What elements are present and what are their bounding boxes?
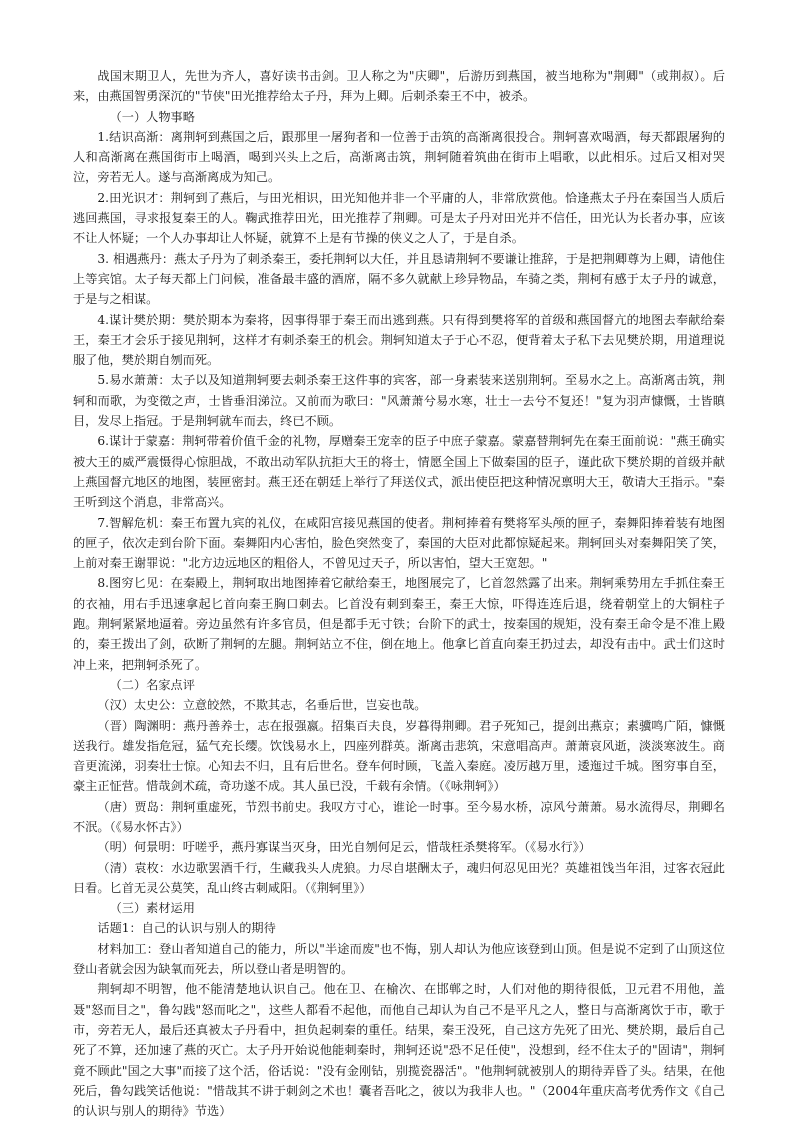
- document-body: [73, 66, 725, 1121]
- material-paragraph: 材料加工：登山者知道自己的能力，所以"半途而废"也不悔，别人却认为他应该登到山顶。但是说不定到了山顶这位登山者就会因为缺氧而死去，所以登山者是明智的。: [73, 941, 725, 977]
- comment-tang: （唐）贾岛：荆轲重虚死，节烈书前史。我叹方寸心，谁论一时事。至今易水桥，凉风兮萧萧。易水流得尽，荆卿名不泯。（《易水怀古》）: [73, 799, 725, 834]
- comment-han: （汉）太史公：立意皎然，不欺其志，名垂后世，岂妄也哉。: [97, 698, 427, 713]
- topic-title: 话题1：自己的认识与别人的期待: [97, 921, 276, 936]
- event-paragraph-2: 2.田光识才：荆轲到了燕后，与田光相识，田光知他并非一个平庸的人，非常欣赏他。恰逢燕太子丹在秦国当人质后逃回燕国，寻求报复秦王的人。鞠武推荐田光，田光推荐了荆卿。可是太子丹对田光并不信任，田光认为长者办事，应该不让人怀疑；一个人办事却让人怀疑，就算不上是有节操的侠义之人了，于是自杀。: [73, 190, 725, 246]
- event-paragraph-1: 1.结识高渐：离荆轲到燕国之后，跟那里一屠狗者和一位善于击筑的高渐离很投合。荆轲喜欢喝酒，每天都跟屠狗的人和高渐离在燕国街市上喝酒，喝到兴头上之后，高渐离击筑，荆轲随着筑曲在街市上唱歌，以此相乐。过后又相对哭泣，旁若无人。遂与高渐离成为知己。: [73, 129, 725, 185]
- section-heading-comments: （二）名家点评: [109, 677, 195, 692]
- event-paragraph-7: 7.智解危机：秦王布置九宾的礼仪，在咸阳宫接见燕国的使者。荆柯捧着有樊将军头颅的匣子，秦舞阳捧着装有地图的匣子，依次走到台阶下面。秦舞阳内心害怕，脸色突然变了，秦国的大臣对此都惊疑起来。荆轲回头对秦舞阳笑了笑，上前对秦王谢罪说："北方边远地区的粗俗人，不曾见过天子，所以害怕，望大王宽恕。": [73, 515, 725, 571]
- event-paragraph-4: 4.谋计樊於期：樊於期本为秦将，因事得罪于秦王而出逃到燕。只有得到樊将军的首级和燕国督亢的地图去奉献给秦王，秦王才会乐于接见荆轲，这样才有刺杀秦王的机会。荆轲知道太子于心不忍，便背着太子私下去见樊於期，用道理说服了他，樊於期自刎而死。: [73, 312, 725, 368]
- section-heading-usage: （三）素材运用: [109, 901, 195, 916]
- essay-excerpt-paragraph: 荆轲却不明智，他不能清楚地认识自己。他在卫、在榆次、在邯郸之时，人们对他的期待很低，卫元君不用他，盖聂"怒而目之"，鲁勾践"怒而叱之"，这些人都看不起他，而他自己却认为自己不是平凡之人，整日与高渐离饮于市，歌于市，旁若无人，最后还真被太子丹看中，担负起刺秦的重任。结果，秦王没死，自己这方先死了田光、樊於期，最后自己死了不算，还加速了燕的灭亡。太子丹开始说他能刺秦时，荆轲还说"恐不足任使"，没想到，经不住太子的"固请"，荆轲竟不顾此"国之大事"而接了这个活，俗话说："没有金刚钻，别揽瓷器活"。"他荆轲就被别人的期待弄昏了头。结果，在他死后，鲁勾践笑话他说："惜哉其不讲于刺剑之术也！囊者吾叱之，彼以为我非人也。"（2004年重庆高考优秀作文《自己的认识与别人的期待》节选）: [73, 982, 725, 1119]
- event-paragraph-3: 3. 相遇燕丹：燕太子丹为了刺杀秦王，委托荆轲以大任，并且恳请荆轲不要谦让推辞，于是把荆卿尊为上卿，请他住上等宾馆。太子每天都上门问候，准备最丰盛的酒席，隔不多久就献上珍异物品，车骑之类，荆柯有感于太子丹的诚意，于是与之相谋。: [73, 251, 725, 307]
- event-paragraph-8: 8.图穷匕见：在秦殿上，荆轲取出地图捧着它献给秦王，地图展完了，匕首忽然露了出来。荆轲乘势用左手抓住秦王的衣袖，用右手迅速拿起匕首向秦王胸口刺去。匕首没有刺到秦王，秦王大惊，吓得连连后退，绕着朝堂上的大铜柱子跑。荆轲紧紧地逼着。旁边虽然有许多官员，但是都手无寸铁；台阶下的武士，按秦国的规矩，没有秦王命令是不准上殿的，秦王拨出了剑，砍断了荆轲的左腿。荆轲站立不住，倒在地上。他拿匕首直向秦王扔过去，却没有击中。武士们这时冲上来，把荆轲杀死了。: [73, 576, 725, 672]
- comment-qing: （清）袁枚：水边歌罢酒千行，生藏我头人虎狼。力尽自堪酬太子，魂归何忍见田光？英雄祖饯当年泪，过客衣冠此日看。匕首无灵公莫笑，乱山终古刺咸阳。（《荆轲里》）: [73, 860, 725, 895]
- section-heading-events: （一）人物事略: [109, 109, 195, 124]
- intro-paragraph: 战国末期卫人，先世为齐人，喜好读书击剑。卫人称之为"庆卿"，后游历到燕国，被当地称为"荆卿"（或荆叔）。后来，由燕国智勇深沉的"节侠"田光推荐给太子丹，拜为上卿。后刺杀秦王不中，被杀。: [73, 69, 725, 104]
- comment-ming: （明）何景明：吁嗟乎，燕丹寡谋当灭身，田光自刎何足云，惜哉枉杀樊将军。（《易水行》）: [97, 840, 591, 855]
- event-paragraph-5: 5.易水萧萧：太子以及知道荆轲要去刺杀秦王这件事的宾客，部一身素装来送别荆轲。至易水之上。高渐离击筑，荆轲和而歌，为变徵之声，士皆垂泪涕泣。又前而为歌曰："风萧萧兮易水寒，壮士一去兮不复还！"复为羽声慷慨，士皆瞋目，发尽上指冠。于是荆轲就车而去，终已不顾。: [73, 373, 725, 429]
- event-paragraph-6: 6.谋计于蒙嘉：荆轲带着价值千金的礼物，厚赠秦王宠幸的臣子中庶子蒙嘉。蒙嘉替荆轲先在秦王面前说："燕王确实被大王的威严震慑得心惊胆战，不敢出动军队抗拒大王的将士，情愿全国上下做秦国的臣子，谨此砍下樊於期的首级并献上燕国督亢地区的地图，装匣密封。燕王还在朝廷上举行了拜送仪式，派出使臣把这种情况禀明大王，敬请大王指示。"秦王听到这个消息，非常高兴。: [73, 434, 725, 510]
- comment-jin: （晋）陶渊明：燕丹善养士，志在报强嬴。招集百夫良，岁暮得荆卿。君子死知己，提剑出燕京；素骥鸣广陌，慷慨送我行。雄发指危冠，猛气充长缨。饮饯易水上，四座列群英。渐离击悲筑，宋意唱高声。萧萧哀风逝，淡淡寒波生。商音更流涕，羽奏壮士惊。心知去不归，且有后世名。登车何时顾，飞盖入秦庭。凌厉越万里，逶迤过千城。图穷事自至，豪主正怔营。惜哉剑术疏，奇功遂不成。其人虽已没，千载有余情。（《咏荆轲》）: [73, 718, 725, 794]
